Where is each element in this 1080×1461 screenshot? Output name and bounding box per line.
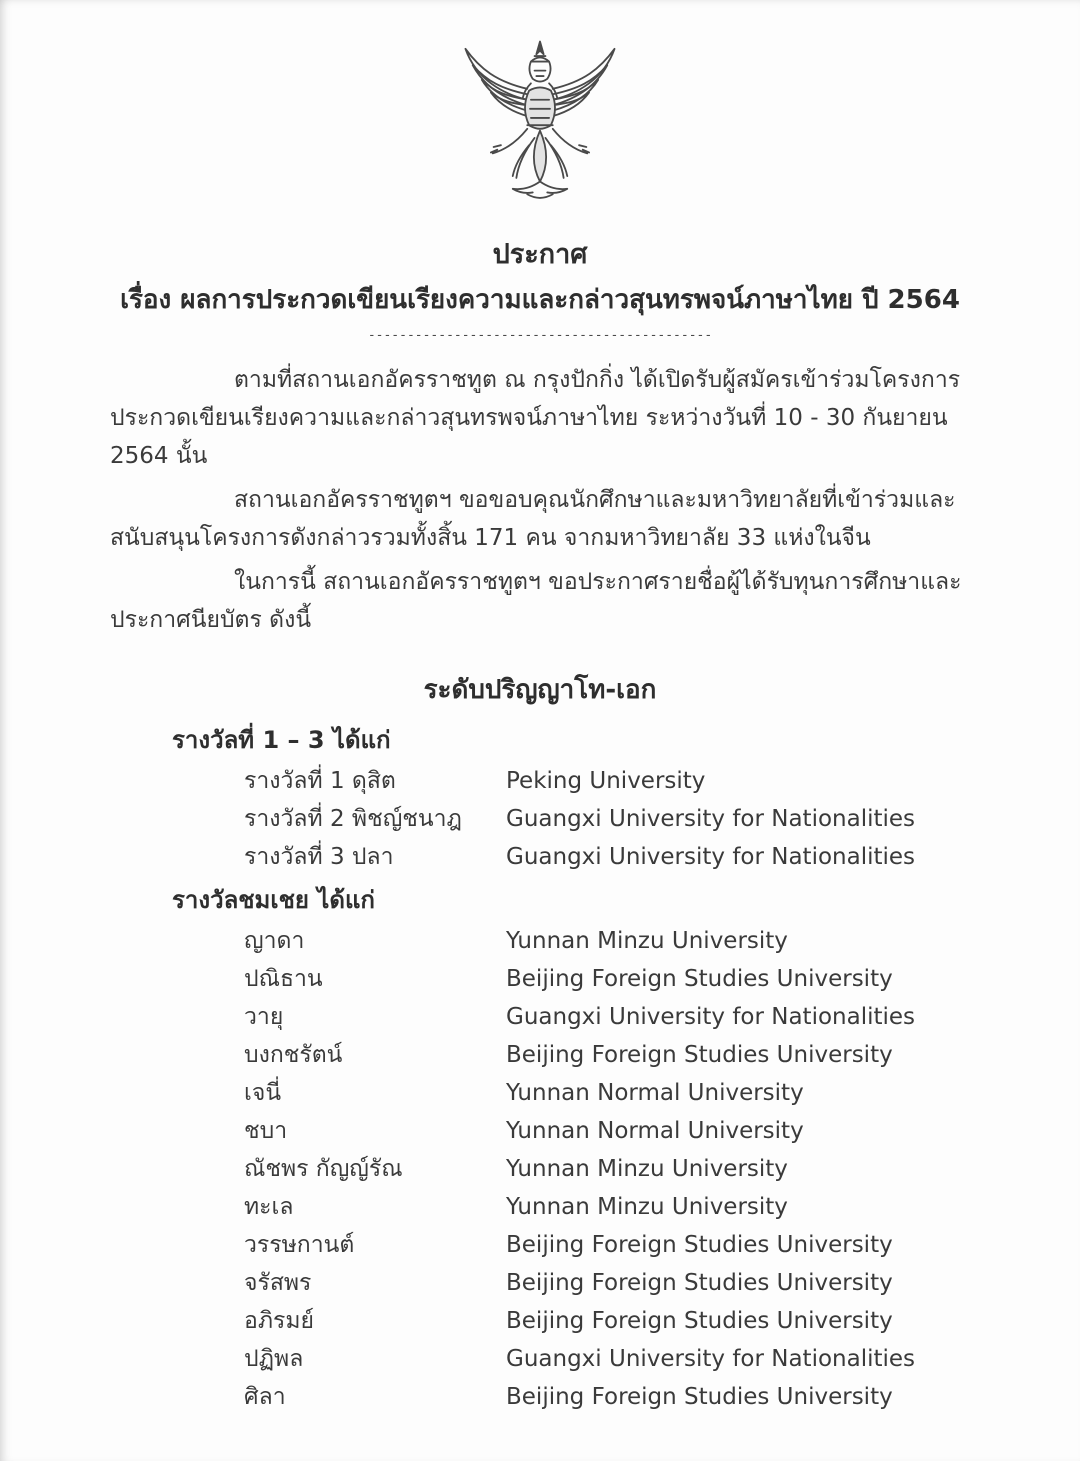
winner-university: Guangxi University for Nationalities xyxy=(506,844,916,870)
winner-university: Guangxi University for Nationalities xyxy=(506,1004,916,1030)
winner-university: Beijing Foreign Studies University xyxy=(506,1270,893,1296)
winner-name: บงกชรัตน์ xyxy=(244,1042,343,1068)
mention-row xyxy=(244,1378,1080,1416)
prize-row xyxy=(244,800,1080,838)
winner-name: ณัชพร กัญญ์รัณ xyxy=(244,1156,403,1182)
mention-row xyxy=(244,1188,1080,1226)
winner-name: ปณิธาน xyxy=(244,966,323,992)
winner-university: Beijing Foreign Studies University xyxy=(506,966,893,992)
honorable-list xyxy=(244,922,1080,1416)
mention-row xyxy=(244,922,1080,960)
mention-row xyxy=(244,1264,1080,1302)
winner-university: Yunnan Minzu University xyxy=(506,1156,788,1182)
top-prizes-heading: รางวัลที่ 1 – 3 ได้แก่ xyxy=(172,726,391,754)
prize-row xyxy=(244,838,1080,876)
paragraph-thanks: สถานเอกอัครราชทูตฯ ขอขอบคุณนักศึกษาและมหาวิทยาลัยที่เข้าร่วมและสนับสนุนโครงการดังกล่าวรวมทั้งสิ้น 171 คน จากมหาวิทยาลัย 33 แห่งในจีน xyxy=(110,487,956,551)
winner-university: Beijing Foreign Studies University xyxy=(506,1232,893,1258)
mention-row xyxy=(244,1226,1080,1264)
garuda-emblem-icon xyxy=(440,36,640,218)
subject-line: เรื่อง ผลการประกวดเขียนเรียงความและกล่าวสุนทรพจน์ภาษาไทย ปี 2564 xyxy=(120,285,960,315)
paragraph-announce: ในการนี้ สถานเอกอัครราชทูตฯ ขอประกาศรายชื่อผู้ได้รับทุนการศึกษาและประกาศนียบัตร ดังนี้ xyxy=(110,569,962,633)
winner-university: Peking University xyxy=(506,768,706,794)
winner-university: Beijing Foreign Studies University xyxy=(506,1042,893,1068)
winner-university: Guangxi University for Nationalities xyxy=(506,806,916,832)
winner-name: ศิลา xyxy=(244,1384,286,1410)
winner-name: วรรษกานต์ xyxy=(244,1232,355,1258)
winner-university: Guangxi University for Nationalities xyxy=(506,1346,916,1372)
mention-row xyxy=(244,960,1080,998)
mention-row xyxy=(244,1074,1080,1112)
section-heading: ระดับปริญญาโท-เอก xyxy=(423,675,657,705)
winner-university: Yunnan Minzu University xyxy=(506,1194,788,1220)
winner-name: วายุ xyxy=(244,1004,284,1030)
top-prizes-list xyxy=(244,762,1080,876)
mention-row xyxy=(244,1150,1080,1188)
body-text xyxy=(110,361,970,639)
winner-name: ทะเล xyxy=(244,1194,294,1220)
paragraph-intro: ตามที่สถานเอกอัครราชทูต ณ กรุงปักกิ่ง ได้เปิดรับผู้สมัครเข้าร่วมโครงการประกวดเขียนเรียงความและกล่าวสุนทรพจน์ภาษาไทย ระหว่างวันที่ 10 - 30 กันยายน 2564 นั้น xyxy=(110,367,961,469)
dashed-divider: -------------------------------------------- xyxy=(367,328,713,343)
winner-name: รางวัลที่ 1 ดุสิต xyxy=(244,768,396,794)
mention-row xyxy=(244,1112,1080,1150)
mention-row xyxy=(244,1302,1080,1340)
winner-name: จรัสพร xyxy=(244,1270,312,1296)
mention-row xyxy=(244,1340,1080,1378)
winner-university: Beijing Foreign Studies University xyxy=(506,1384,893,1410)
winner-name: ญาดา xyxy=(244,928,305,954)
winner-name: เจนี่ xyxy=(244,1080,282,1106)
winner-university: Yunnan Minzu University xyxy=(506,928,788,954)
winner-university: Beijing Foreign Studies University xyxy=(506,1308,893,1334)
winner-name: รางวัลที่ 3 ปลา xyxy=(244,844,394,870)
winner-name: ปฏิพล xyxy=(244,1346,304,1372)
winner-name: รางวัลที่ 2 พิชญ์ชนาฎ xyxy=(244,806,462,832)
mention-row xyxy=(244,1036,1080,1074)
winner-name: อภิรมย์ xyxy=(244,1308,314,1334)
honorable-heading: รางวัลชมเชย ได้แก่ xyxy=(172,886,375,914)
winner-university: Yunnan Normal University xyxy=(506,1118,804,1144)
winner-name: ชบา xyxy=(244,1118,288,1144)
prize-row xyxy=(244,762,1080,800)
winner-university: Yunnan Normal University xyxy=(506,1080,804,1106)
mention-row xyxy=(244,998,1080,1036)
page-title: ประกาศ xyxy=(492,239,588,270)
emblem-container xyxy=(0,0,1080,218)
